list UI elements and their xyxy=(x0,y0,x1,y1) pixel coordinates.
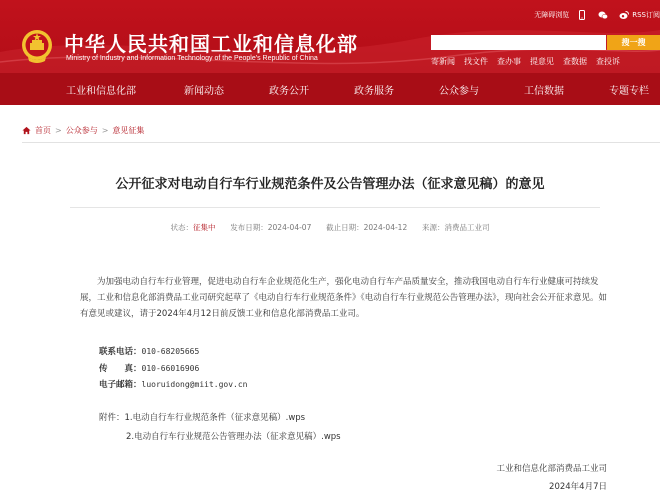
site-title[interactable]: 中华人民共和国工业和信息化部 xyxy=(64,32,358,56)
contact-fax xyxy=(99,362,199,374)
nav-item-services[interactable]: 政务服务 xyxy=(354,85,394,97)
nav-item-news[interactable]: 新闻动态 xyxy=(184,85,224,97)
fax-value: 010-66016906 xyxy=(141,364,200,373)
email-value[interactable]: luoruidong@miit.gov.cn xyxy=(141,380,248,389)
breadcrumb-home[interactable]: 首页 xyxy=(35,126,51,135)
breadcrumb-divider xyxy=(22,142,660,143)
article-meta xyxy=(0,222,660,233)
signature-date: 2024年4月7日 xyxy=(549,482,607,492)
status-badge: 征集中 xyxy=(192,223,216,232)
mobile-icon xyxy=(577,10,587,20)
breadcrumb-participation[interactable]: 公众参与 xyxy=(65,126,98,135)
contact-email xyxy=(99,378,247,390)
quick-link-complaints[interactable]: 查投诉 xyxy=(596,57,620,66)
top-link-3[interactable] xyxy=(598,10,611,20)
meta-divider xyxy=(70,207,600,208)
quick-link-files[interactable]: 找文件 xyxy=(464,57,488,66)
nav-item-data[interactable]: 工信数据 xyxy=(524,85,564,97)
source-value: 消费品工业司 xyxy=(444,223,490,232)
source-label: 来源： xyxy=(422,223,445,232)
signature-org: 工业和信息化部消费品工业司 xyxy=(496,464,607,474)
breadcrumb xyxy=(22,125,144,136)
deadline-label: 截止日期： xyxy=(326,223,364,232)
nav-item-ministry[interactable]: 工业和信息化部 xyxy=(66,85,136,97)
attachment-line-2 xyxy=(126,430,341,442)
attachment-link-2[interactable]: 2.电动自行车行业规范公告管理办法（征求意见稿）.wps xyxy=(126,432,341,442)
wechat-icon xyxy=(598,10,608,20)
publish-date-label: 发布日期： xyxy=(230,223,268,232)
breadcrumb-consultation[interactable]: 意见征集 xyxy=(112,126,145,135)
article-title: 公开征求对电动自行车行业规范条件及公告管理办法（征求意见稿）的意见 xyxy=(115,177,545,192)
rss-link[interactable]: RSS订阅 xyxy=(619,10,660,20)
breadcrumb-separator: > xyxy=(101,126,109,135)
national-emblem-icon xyxy=(20,28,54,64)
attachment-line-1 xyxy=(99,411,305,423)
main-nav xyxy=(0,73,660,105)
quick-link-data[interactable]: 查数据 xyxy=(563,57,587,66)
quick-link-news[interactable]: 寄新闻 xyxy=(431,57,455,66)
accessibility-link[interactable]: 无障碍浏览 xyxy=(534,11,570,19)
search-button[interactable]: 搜一搜 xyxy=(607,35,660,50)
search-input[interactable] xyxy=(431,35,606,50)
fax-label: 传 真： xyxy=(99,364,142,374)
phone-label: 联系电话： xyxy=(99,347,142,357)
top-links xyxy=(534,8,660,22)
publish-date: 2024-04-07 xyxy=(267,223,312,232)
home-icon xyxy=(22,126,31,135)
attachment-link-1[interactable]: 1.电动自行车行业规范条件（征求意见稿）.wps xyxy=(124,413,306,423)
attachments-label: 附件： xyxy=(99,413,125,423)
nav-item-participation[interactable]: 公众参与 xyxy=(439,85,479,97)
site-subtitle: Ministry of Industry and Information Technology of the People's Republic of China xyxy=(66,55,318,62)
weibo-icon xyxy=(619,10,629,20)
quick-link-feedback[interactable]: 提意见 xyxy=(530,57,554,66)
nav-item-public-affairs[interactable]: 政务公开 xyxy=(269,85,309,97)
article-body: 为加强电动自行车行业管理，促进电动自行车企业规范化生产，强化电动自行车产品质量安全，推动我国电动自行车行业健康可持续发展，工业和信息化部消费品工业司研究起草了《电动自行车行业规范条件》《电动自行车行业规范公告管理办法》，现向社会公开征求意见。如有意见或建议，请于2024年4月12日前反馈工业和信息化部消费品工业司。 xyxy=(80,277,608,319)
top-link-2[interactable] xyxy=(577,10,590,20)
nav-item-topics[interactable]: 专题专栏 xyxy=(609,85,649,97)
status-label: 状态： xyxy=(170,223,193,232)
quick-links xyxy=(431,56,620,67)
email-label: 电子邮箱： xyxy=(99,380,142,390)
breadcrumb-separator: > xyxy=(55,126,62,135)
site-header xyxy=(0,0,660,73)
deadline-date: 2024-04-12 xyxy=(363,223,408,232)
quick-link-services[interactable]: 查办事 xyxy=(497,57,521,66)
phone-value: 010-68205665 xyxy=(141,347,200,356)
contact-phone xyxy=(99,345,199,357)
